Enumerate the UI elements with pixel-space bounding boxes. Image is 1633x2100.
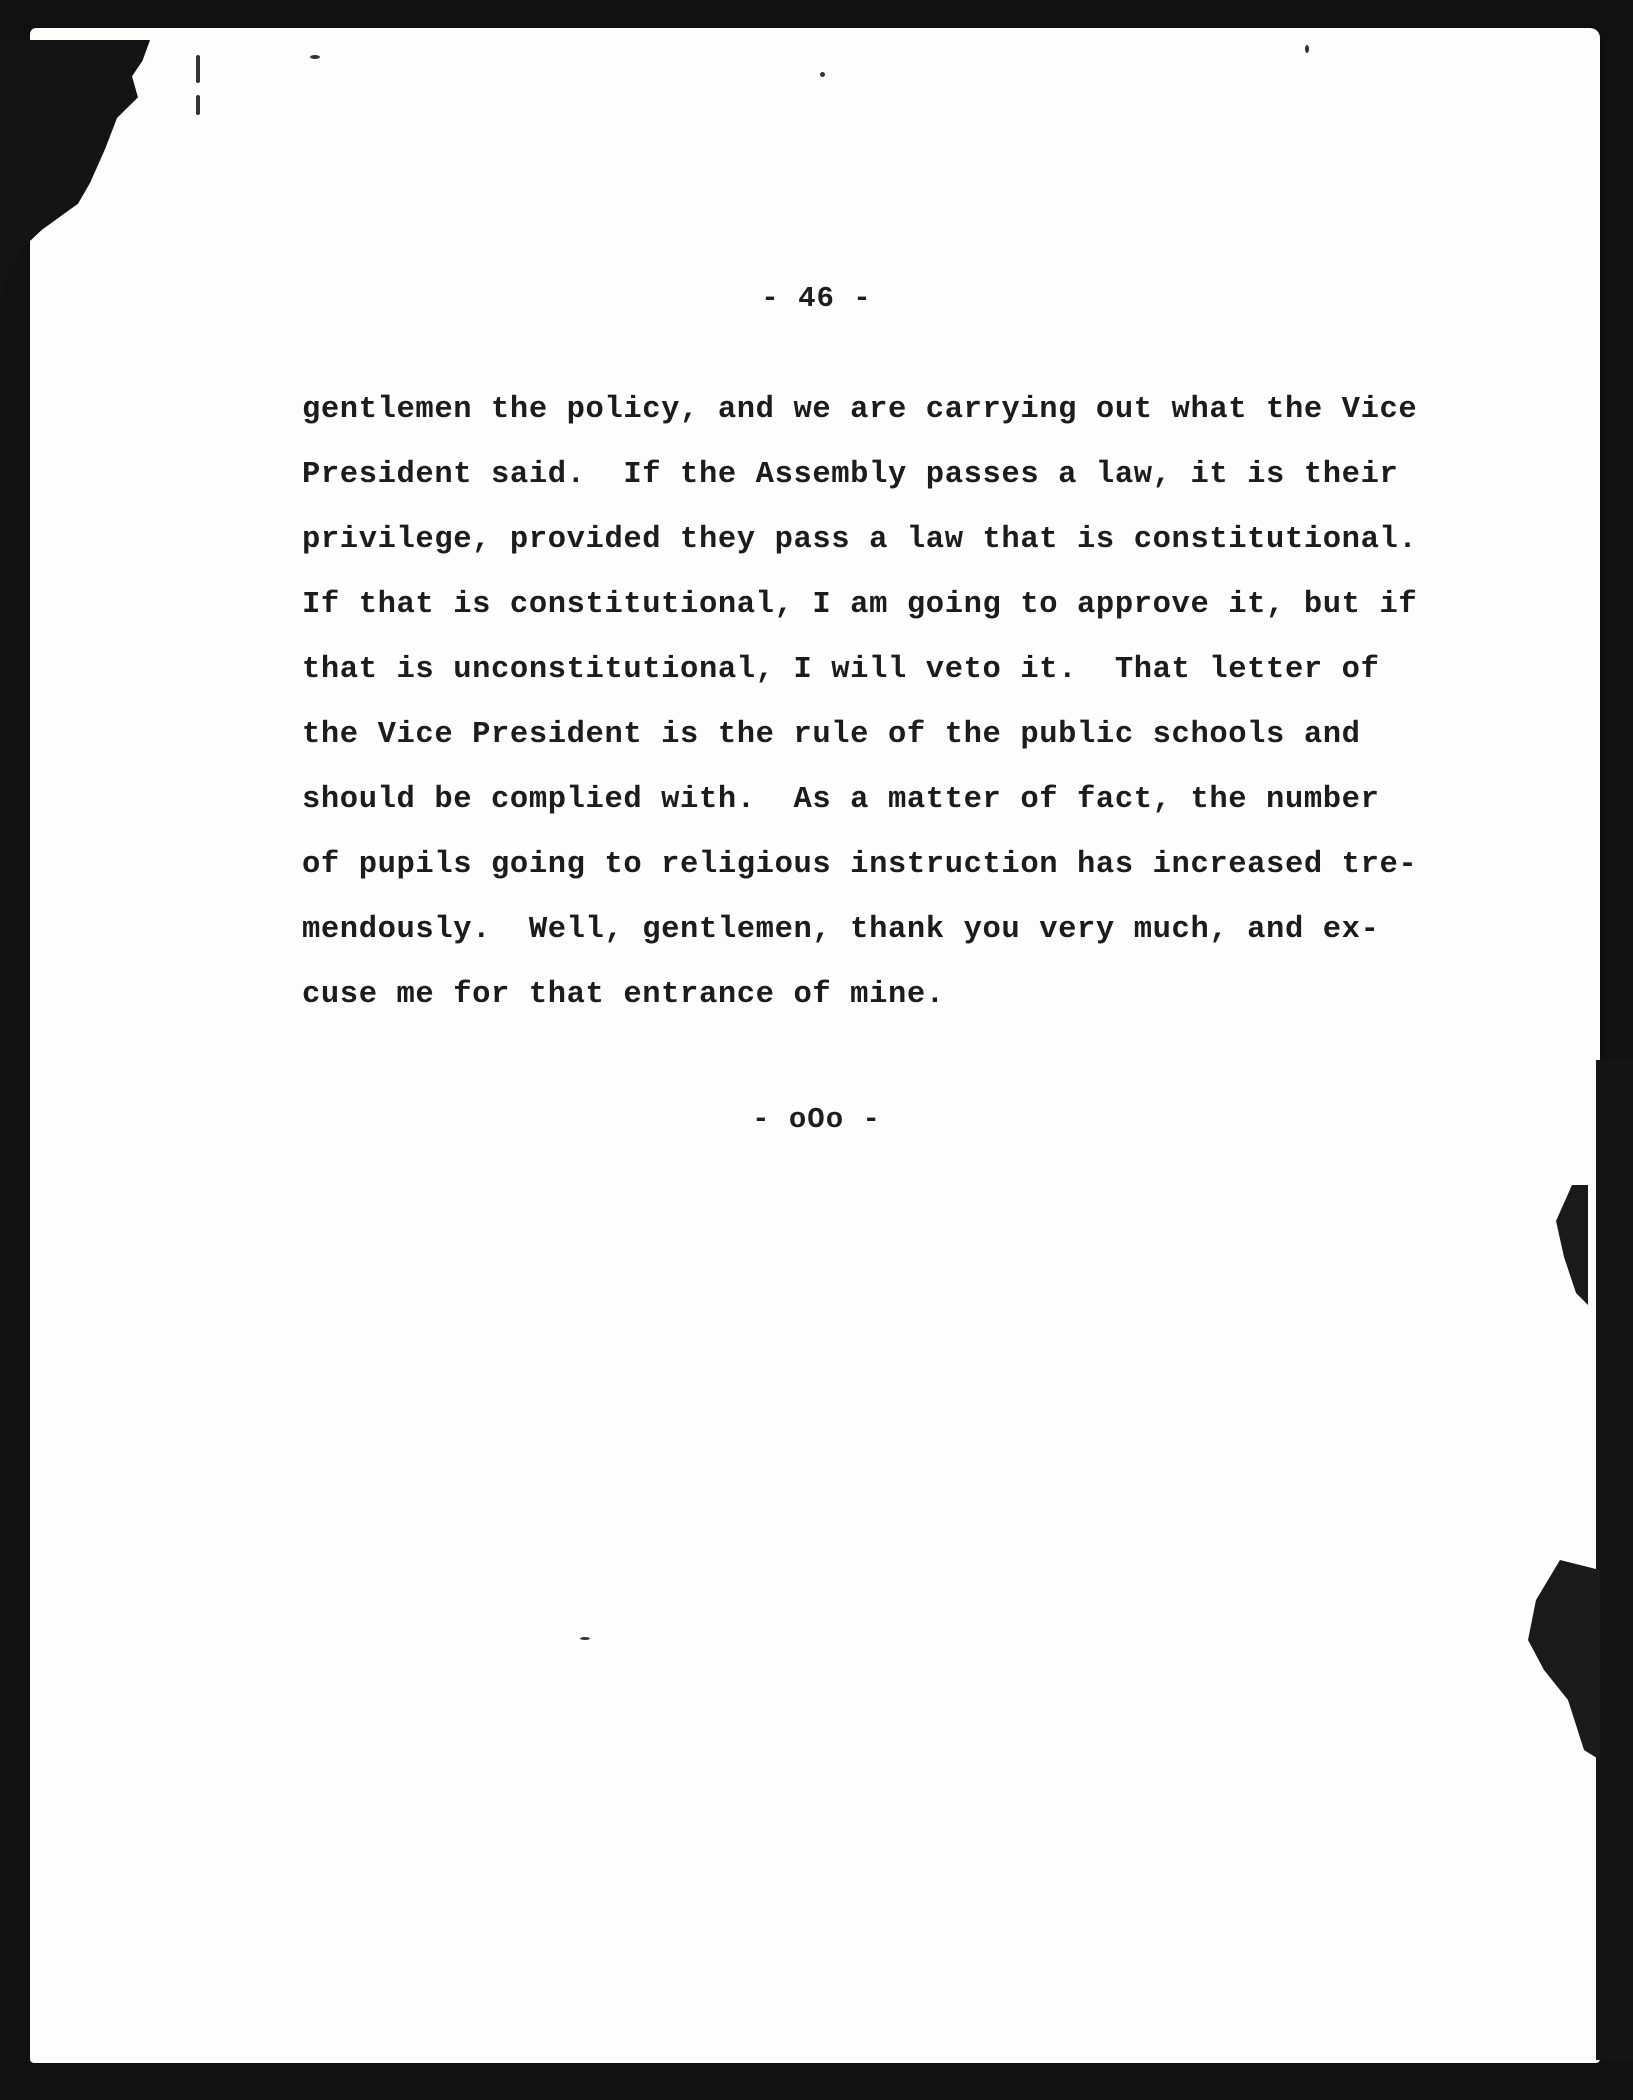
page-number: - 46 -	[761, 282, 872, 315]
end-mark: - oOo -	[752, 1103, 881, 1136]
paper-speck	[310, 55, 320, 59]
text-line: should be complied with. As a matter of fact, the number	[302, 783, 1380, 817]
text-line: cuse me for that entrance of mine.	[302, 978, 945, 1012]
text-line: that is unconstitutional, I will veto it. That letter of	[302, 653, 1380, 687]
document-page	[30, 28, 1600, 2063]
paper-speck	[196, 95, 200, 115]
text-line: gentlemen the policy, and we are carrying out what the Vice	[302, 393, 1418, 427]
paper-speck	[580, 1637, 590, 1640]
body-text	[302, 378, 1462, 1028]
text-line: President said. If the Assembly passes a law, it is their	[302, 458, 1399, 492]
text-line: of pupils going to religious instruction has increased tre-	[302, 848, 1418, 882]
text-line: the Vice President is the rule of the public schools and	[302, 718, 1361, 752]
right-edge-shadow	[1596, 1060, 1633, 2060]
text-line: If that is constitutional, I am going to approve it, but if	[302, 588, 1418, 622]
text-line: privilege, provided they pass a law that is constitutional.	[302, 523, 1418, 557]
paper-speck	[1305, 45, 1309, 53]
paper-speck	[196, 55, 200, 83]
paper-speck	[820, 72, 825, 77]
text-line: mendously. Well, gentlemen, thank you very much, and ex-	[302, 913, 1380, 947]
